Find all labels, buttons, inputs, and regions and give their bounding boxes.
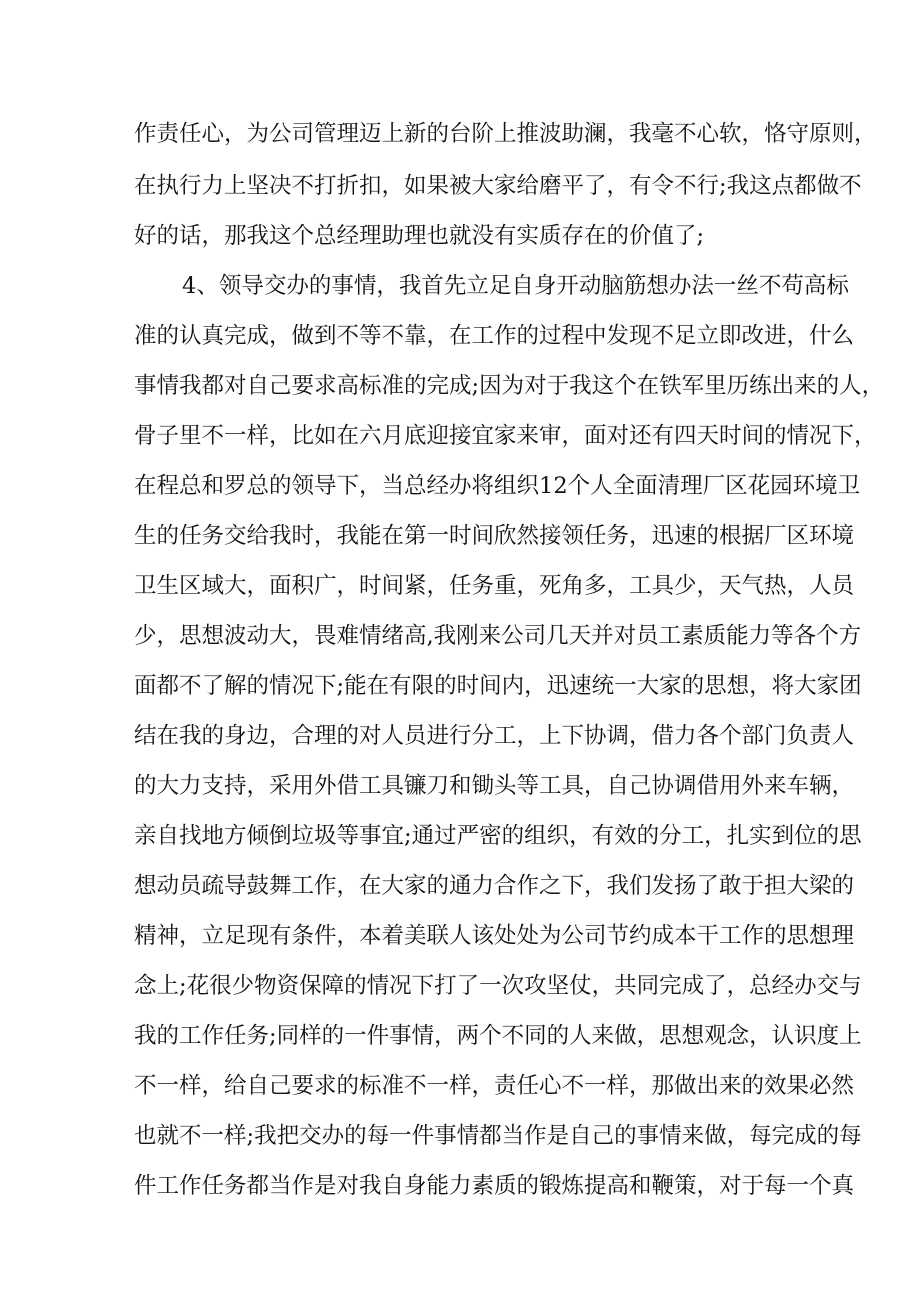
text-line: 好的话，那我这个总经理助理也就没有实质存在的价值了; [134,223,705,249]
text-line: 面都不了解的情况下;能在有限的时间内，迅速统一大家的思想，将大家团 [134,673,862,699]
text-line: 在程总和罗总的领导下，当总经办将组织12个人全面清理厂区花园环境卫 [134,473,861,499]
text-line: 亲自找地方倾倒垃圾等事宜;通过严密的组织，有效的分工，扎实到位的思 [134,823,862,849]
text-line: 事情我都对自己要求高标准的完成;因为对于我这个在铁军里历练出来的人， [134,373,885,399]
text-line: 少，思想波动大，畏难情绪高,我刚来公司几天并对员工素质能力等各个方 [134,623,862,649]
text-line: 也就不一样;我把交办的每一件事情都当作是自己的事情来做，每完成的每 [134,1123,862,1149]
text-line: 在执行力上坚决不打折扣，如果被大家给磨平了，有令不行;我这点都做不 [134,173,862,199]
text-line: 生的任务交给我时，我能在第一时间欣然接领任务，迅速的根据厂区环境 [134,523,855,549]
text-line: 精神，立足现有条件，本着美联人该处处为公司节约成本干工作的思想理 [134,923,855,949]
text-line: 作责任心，为公司管理迈上新的台阶上推波助澜，我毫不心软，恪守原则， [134,121,877,147]
text-line: 4、领导交办的事情，我首先立足自身开动脑筋想办法一丝不苟高标 [182,273,849,299]
text-line: 准的认真完成，做到不等不靠，在工作的过程中发现不足立即改进，什么 [134,323,855,349]
text-line: 我的工作任务;同样的一件事情，两个不同的人来做，思想观念，认识度上 [134,1023,862,1049]
text-line: 念上;花很少物资保障的情况下打了一次攻坚仗，共同完成了，总经办交与 [134,973,862,999]
text-line: 件工作任务都当作是对我自身能力素质的锻炼提高和鞭策，对于每一个真 [134,1173,855,1199]
text-line: 骨子里不一样，比如在六月底迎接宜家来审，面对还有四天时间的情况下， [134,423,877,449]
text-line: 不一样，给自己要求的标准不一样，责任心不一样，那做出来的效果必然 [134,1073,855,1099]
text-line: 结在我的身边，合理的对人员进行分工，上下协调，借力各个部门负责人 [134,723,855,749]
text-line: 卫生区域大，面积广，时间紧，任务重，死角多，工具少，天气热，人员 [134,573,855,599]
text-line: 想动员疏导鼓舞工作，在大家的通力合作之下，我们发扬了敢于担大梁的 [134,873,855,899]
text-line: 的大力支持，采用外借工具镰刀和锄头等工具，自己协调借用外来车辆， [134,773,855,799]
